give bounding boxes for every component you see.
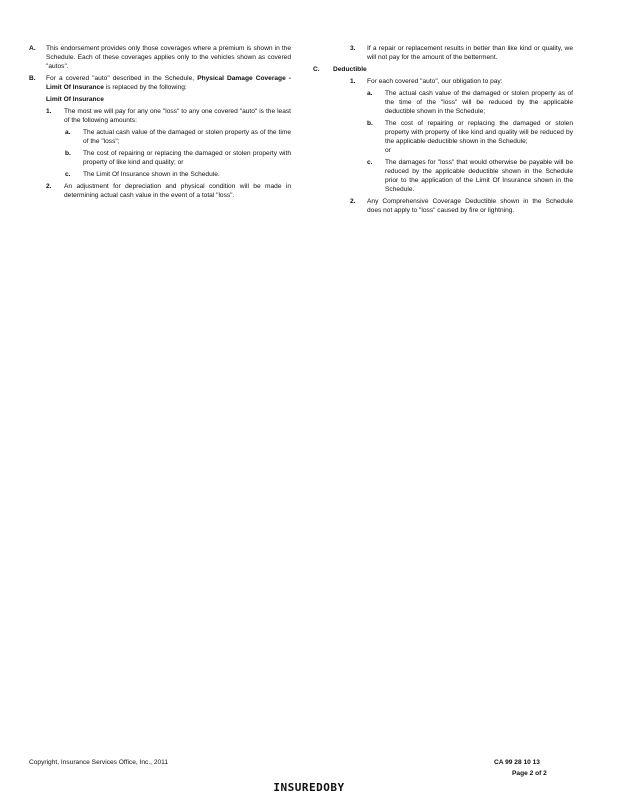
- footer-form-number: CA 99 28 10 13: [494, 759, 540, 766]
- section-c-label: C.: [313, 66, 320, 73]
- section-c: [313, 65, 573, 74]
- item-b1a: [65, 128, 291, 146]
- item-c1b-or: or: [385, 147, 391, 154]
- item-b1b-label: b.: [65, 150, 71, 157]
- section-b-text: [46, 74, 291, 92]
- limit-of-insurance-heading: Limit Of Insurance: [46, 96, 104, 103]
- item-b1c-text: The Limit Of Insurance shown in the Schedule.: [83, 171, 220, 178]
- item-c1c-label: c.: [367, 159, 373, 166]
- section-a: [29, 44, 291, 71]
- section-b-label: B.: [29, 75, 36, 82]
- section-a-label: A.: [29, 45, 36, 52]
- item-c2: [350, 197, 573, 215]
- item-c1: [350, 77, 573, 86]
- item-b1c: [65, 170, 291, 179]
- section-b-text-start: For a covered "auto" described in the Schedule,: [46, 75, 195, 82]
- item-c1a-text: The actual cash value of the damaged or stolen property as of the time of the "loss" will be reduced by the applicable deductible shown in the Schedule;: [385, 90, 573, 115]
- item-c1-label: 1.: [350, 78, 356, 85]
- section-b: [29, 74, 291, 92]
- item-b3: [350, 44, 573, 62]
- item-c1a-label: a.: [367, 90, 373, 97]
- item-b1a-label: a.: [65, 129, 71, 136]
- item-b1-text: The most we will pay for any one "loss" to any one covered "auto" is the least of the following amounts:: [64, 108, 291, 124]
- item-c1b: [367, 119, 573, 155]
- section-b-text-end: is replaced by the following:: [105, 84, 187, 91]
- right-column: [313, 44, 573, 218]
- item-b2-text: An adjustment for depreciation and physical condition will be made in determining actual cash value in the event of a total "loss".: [64, 183, 291, 199]
- section-a-text: This endorsement provides only those coverages where a premium is shown in the Schedule. Each of these coverages applies only to the vehicles shown as covered "autos".: [46, 45, 291, 70]
- item-b2-label: 2.: [46, 183, 52, 190]
- section-b-text-bold: Physical Damage Coverage - Limit Of Insurance: [46, 75, 292, 91]
- watermark: INSUREDOBY: [273, 781, 345, 794]
- item-c2-label: 2.: [350, 198, 356, 205]
- footer-page-number: Page 2 of 2: [512, 770, 547, 777]
- item-b1c-label: c.: [65, 171, 71, 178]
- item-b1b: [65, 149, 291, 167]
- item-b2: [46, 182, 291, 200]
- item-b1-label: 1.: [46, 108, 52, 115]
- item-b1: [46, 107, 291, 125]
- item-c2-text: Any Comprehensive Coverage Deductible shown in the Schedule does not apply to "loss" caused by fire or lightning.: [367, 198, 573, 214]
- item-c1a: [367, 89, 573, 116]
- item-c1c-text: The damages for "loss" that would otherwise be payable will be reduced by the applicable deductible shown in the Schedule prior to the application of the Limit Of Insurance shown in the Schedule.: [385, 159, 573, 193]
- item-c1c: [367, 158, 573, 194]
- item-b1b-text: The cost of repairing or replacing the damaged or stolen property with property of like kind and quality; or: [83, 150, 291, 166]
- item-b3-text: If a repair or replacement results in better than like kind or quality, we will not pay for the amount of the betterment.: [367, 45, 573, 61]
- item-b3-label: 3.: [350, 45, 356, 52]
- section-c-heading: Deductible: [333, 66, 367, 73]
- item-c1b-label: b.: [367, 120, 373, 127]
- item-b1a-text: The actual cash value of the damaged or stolen property as of the time of the "loss";: [83, 129, 291, 145]
- left-column: [29, 44, 291, 203]
- item-c1b-text: The cost of repairing or replacing the damaged or stolen property with property of like kind and quality will be reduced by the applicable deductible shown in the Schedule;: [385, 120, 573, 145]
- item-c1-text: For each covered "auto", our obligation to pay:: [367, 78, 503, 85]
- footer-copyright: Copyright, Insurance Services Office, Inc., 2011: [29, 759, 169, 766]
